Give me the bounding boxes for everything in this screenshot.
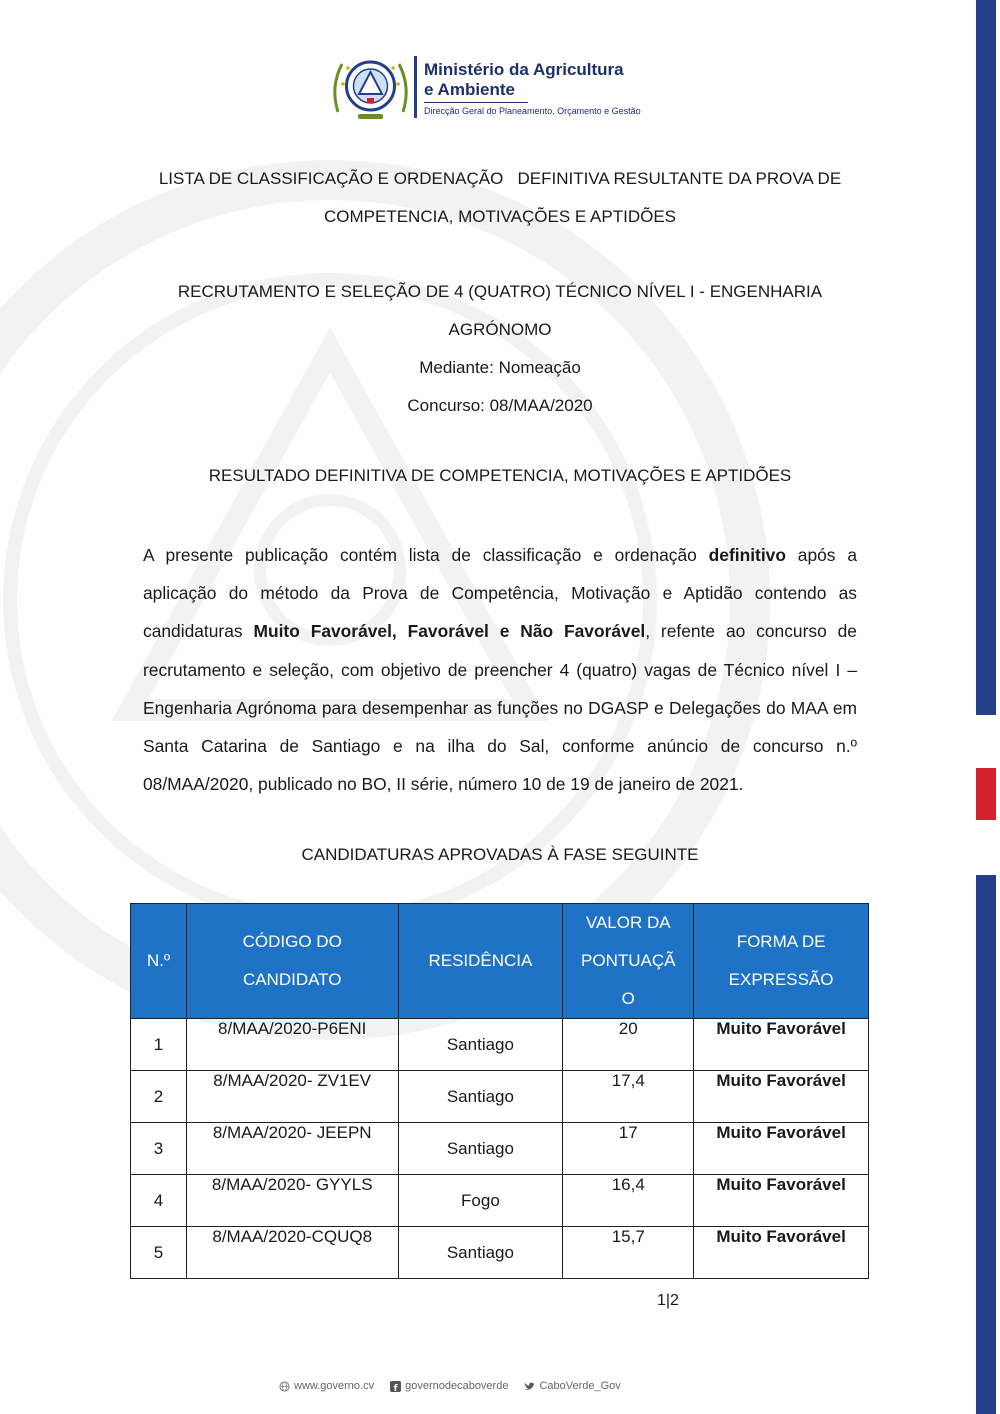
header-value-line3: O [621,989,635,1008]
twitter-icon [524,1381,535,1392]
cell-form: Muito Favorável [694,1071,869,1123]
ministry-subtitle: Direcção Geral do Planeamento, Orçamento e Gestão [424,106,641,116]
footer [279,1380,679,1392]
table-title: CANDIDATURAS APROVADAS À FASE SEGUINTE [301,845,699,864]
header-residence: RESIDÊNCIA [398,904,563,1019]
coat-of-arms-logo [328,52,413,122]
cell-value: 20 [563,1019,694,1071]
title-line2: COMPETENCIA, MOTIVAÇÕES E APTIDÕES [323,207,677,226]
cell-residence: Santiago [398,1227,563,1279]
table-row [131,1123,869,1175]
cell-code: 8/MAA/2020- GYYLS [186,1175,398,1227]
para-bold-muito-favoravel: Muito Favorável, [253,621,397,642]
ministry-name-line1: Ministério da Agricultura [424,60,624,79]
cell-residence: Santiago [398,1123,563,1175]
cell-residence: Santiago [398,1071,563,1123]
page-number: 1|2 [657,1292,679,1309]
table-row [131,1071,869,1123]
cell-num: 5 [131,1227,187,1279]
contest-number: Concurso: 08/MAA/2020 [407,396,593,415]
table-header-row [131,904,869,1019]
cell-form: Muito Favorável [694,1123,869,1175]
cell-value: 15,7 [563,1227,694,1279]
result-heading: RESULTADO DEFINITIVA DE COMPETENCIA, MOTIVAÇÕES E APTIDÕES [208,466,792,485]
header-num: N.º [131,904,187,1019]
recruitment-line1: RECRUTAMENTO E SELEÇÃO DE 4 (QUATRO) TÉCNICO NÍVEL I - ENGENHARIA [177,282,823,301]
facebook-icon [390,1381,401,1392]
header-code-line1: CÓDIGO DO [242,932,342,951]
para-bold-definitivo: definitivo [708,545,786,565]
cell-form: Muito Favorável [694,1019,869,1071]
ministry-header [424,60,641,116]
appointment-mode: Mediante: Nomeação [419,358,581,377]
side-bar-red [976,768,996,820]
cell-value: 16,4 [563,1175,694,1227]
side-bar-blue-top [976,0,996,715]
para-text-1: A presente publicação contém lista de classificação e ordenação [143,545,709,565]
header-value [563,904,694,1019]
ministry-rule [424,102,528,103]
cell-residence: Fogo [398,1175,563,1227]
table-row [131,1019,869,1071]
cell-form: Muito Favorável [694,1175,869,1227]
recruitment-block [143,273,857,425]
intro-paragraph [143,536,857,803]
para-bold-favoravel: Favorável e Não Favorável [396,621,646,642]
cell-residence: Santiago [398,1019,563,1071]
cell-code: 8/MAA/2020-CQUQ8 [186,1227,398,1279]
header-value-line1: VALOR DA [585,913,671,932]
cell-value: 17 [563,1123,694,1175]
ministry-name-line2: e Ambiente [424,80,516,99]
cell-code: 8/MAA/2020- JEEPN [186,1123,398,1175]
results-table [130,903,869,1279]
document-title [143,160,857,236]
footer-facebook[interactable]: governodecaboverde [405,1380,509,1392]
header-code-line2: CANDIDATO [242,970,342,989]
svg-text:f: f [393,1382,398,1392]
header-form [694,904,869,1019]
side-bar-blue-bottom [976,875,996,1414]
footer-website[interactable]: www.governo.cv [294,1380,375,1392]
cell-code: 8/MAA/2020-P6ENI [186,1019,398,1071]
cell-num: 2 [131,1071,187,1123]
header-code [186,904,398,1019]
cell-value: 17,4 [563,1071,694,1123]
header-value-line2: PONTUAÇÃ [581,951,676,970]
header-form-line2: EXPRESSÃO [728,970,834,989]
para-text-2: após a aplicação do método da Prova de Competência, Motivação e Aptidão contendo as candidaturas [143,545,858,642]
title-line1: LISTA DE CLASSIFICAÇÃO E ORDENAÇÃO DEFINITIVA RESULTANTE DA PROVA DE [158,169,842,188]
cell-num: 4 [131,1175,187,1227]
cell-num: 1 [131,1019,187,1071]
header-divider [414,56,417,118]
header-form-line1: FORMA DE [736,932,826,951]
globe-icon [279,1381,290,1392]
cell-num: 3 [131,1123,187,1175]
table-row [131,1227,869,1279]
cell-code: 8/MAA/2020- ZV1EV [186,1071,398,1123]
footer-twitter[interactable]: CaboVerde_Gov [539,1380,621,1392]
para-text-3: , refente ao concurso de recrutamento e seleção, com objetivo de preencher 4 (quatro) vagas de Técnico nível I – Engenharia Agrónoma para desempenhar as funções no DGASP e Delegações do MAA em Santa Catarina de Santiago e na ilha do Sal, conforme anúncio de concurso n.º 08/MAA/2020, publicado no BO, II série, número 10 de 19 de janeiro de 2021. [143,621,857,795]
cell-form: Muito Favorável [694,1227,869,1279]
recruitment-line2: AGRÓNOMO [448,320,552,339]
table-row [131,1175,869,1227]
